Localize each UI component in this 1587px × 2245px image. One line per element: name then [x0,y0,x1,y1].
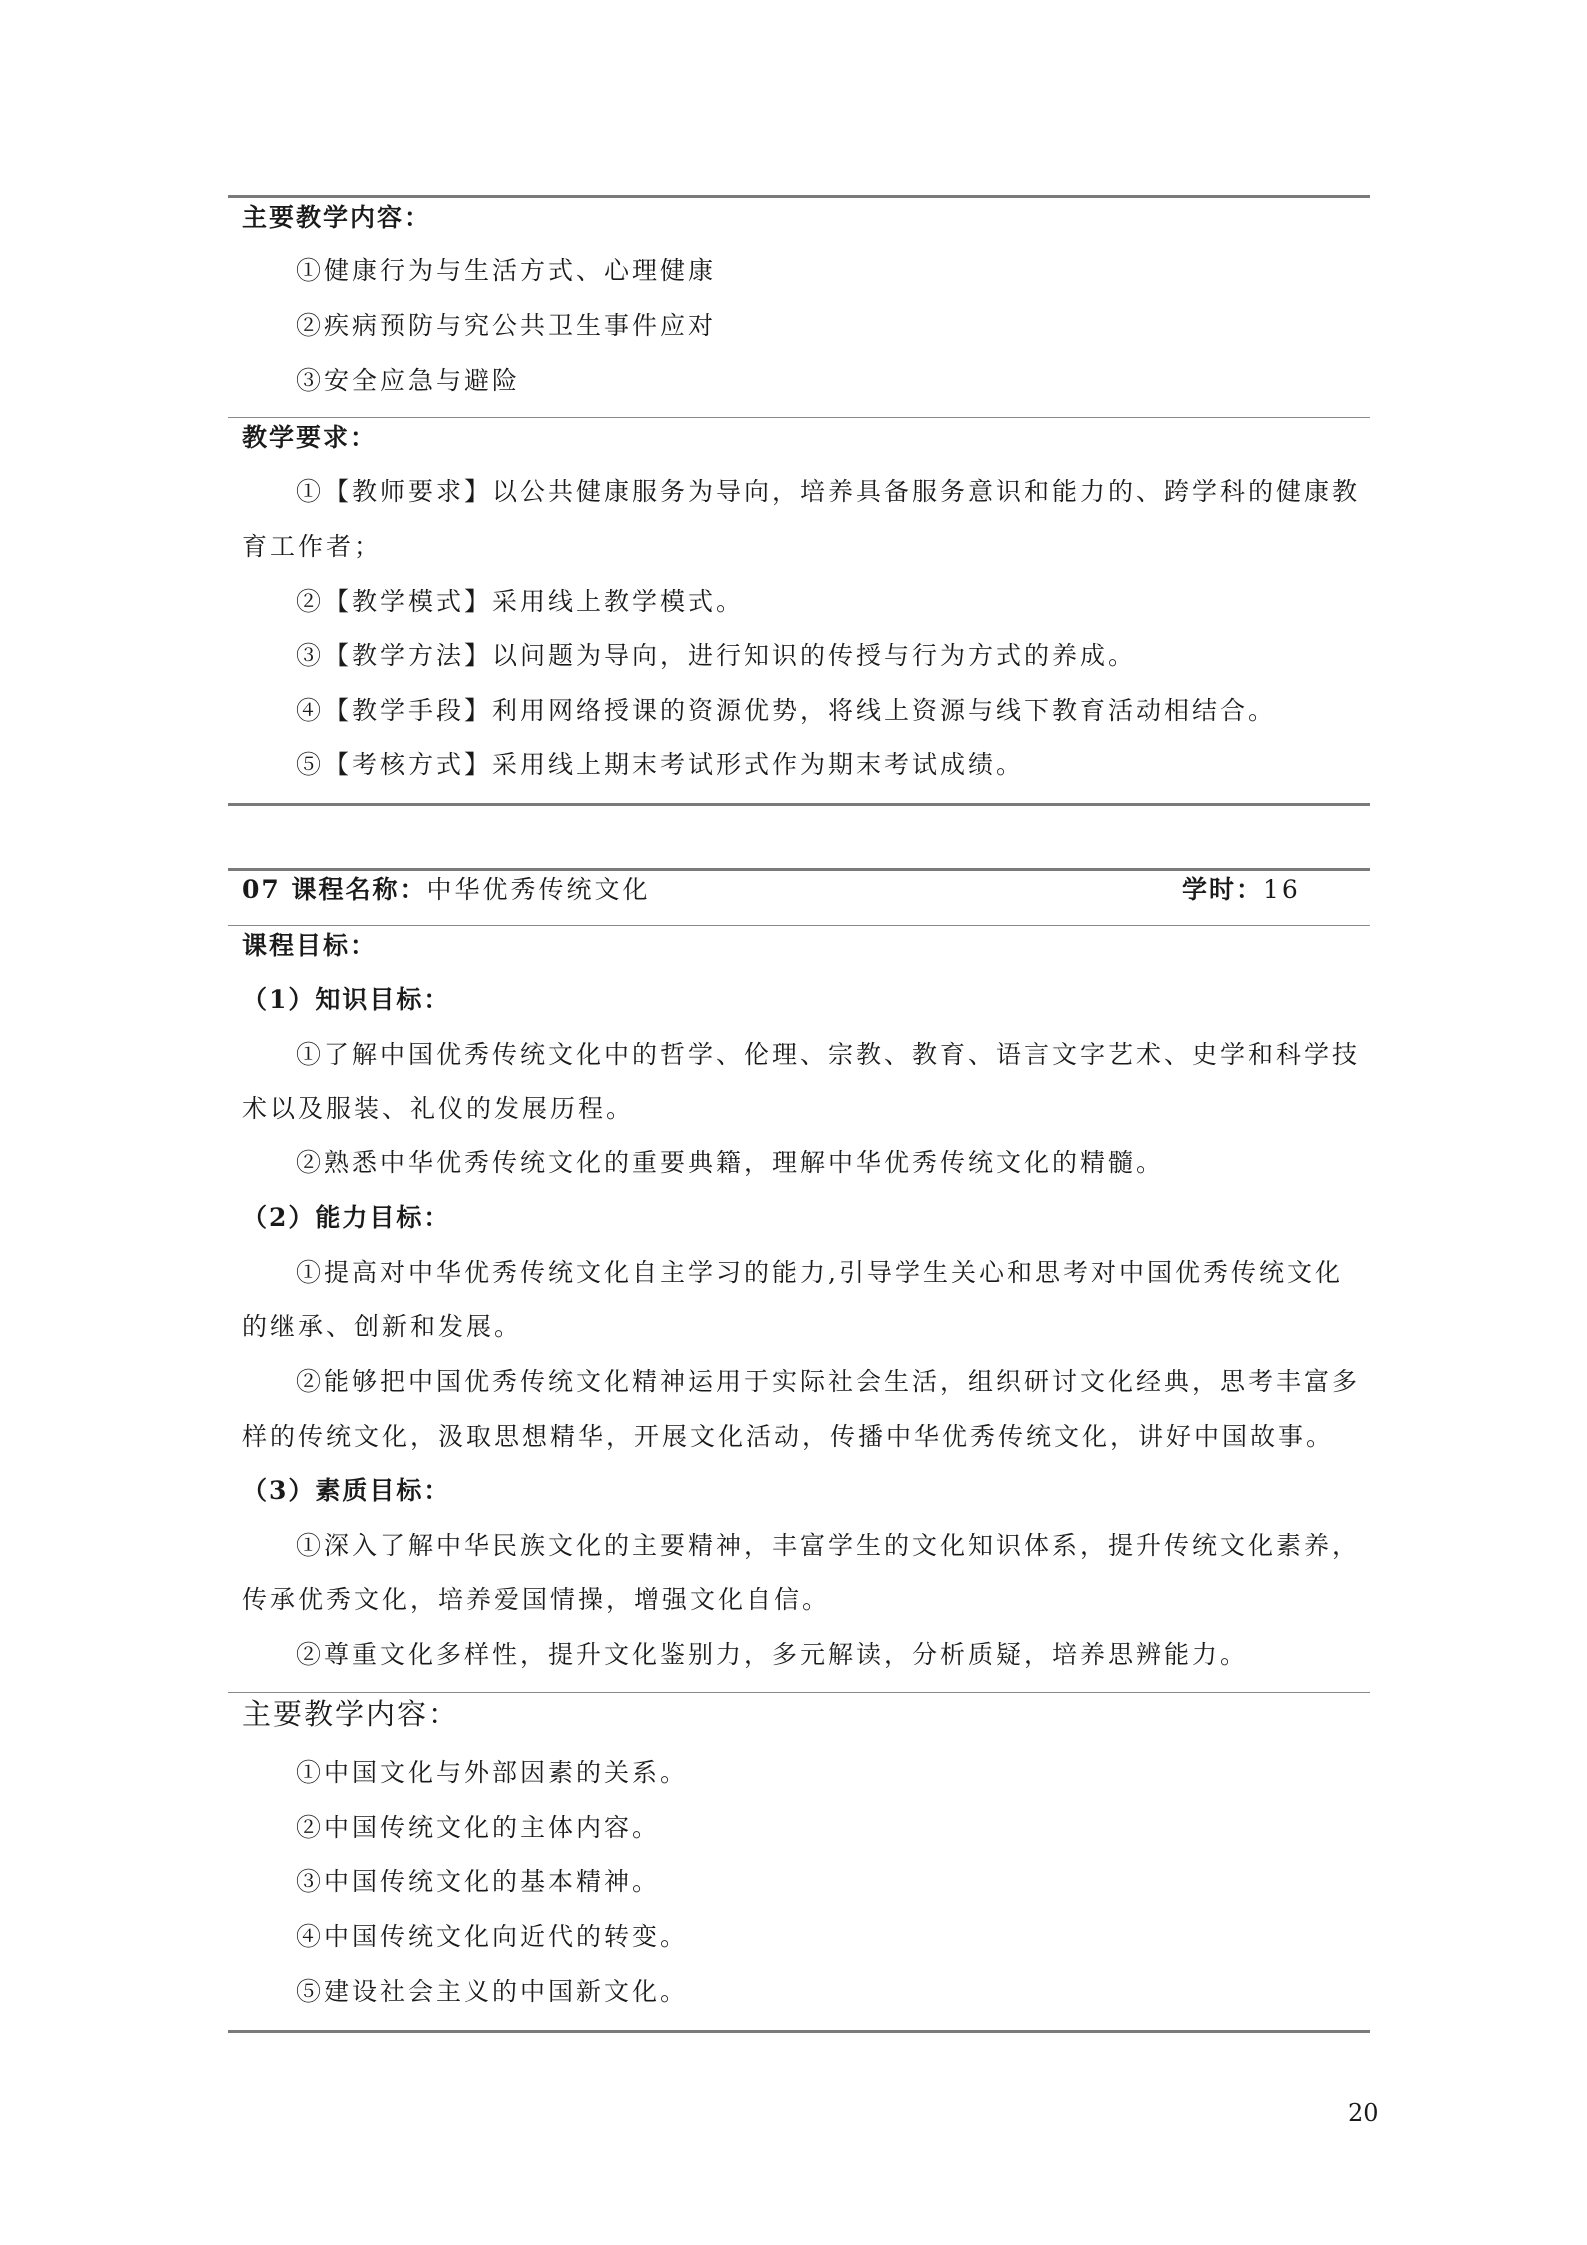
goals-heading: 课程目标： [242,931,378,960]
course-name-label: 07 课程名称： [242,875,427,904]
course-content-item: ①中国文化与外部因素的关系。 [296,1758,689,1787]
section-divider [228,1692,1370,1693]
section-divider [228,925,1370,926]
course-hours-label: 学时： [1182,875,1264,904]
quality-line: ①深入了解中华民族文化的主要精神，丰富学生的文化知识体系，提升传统文化素养， [296,1531,1361,1560]
section-divider [228,417,1370,418]
ability-heading: （2）能力目标： [242,1203,451,1232]
course-name-value: 中华优秀传统文化 [426,875,651,904]
quality-line: 传承优秀文化，培养爱国情操，增强文化自信。 [242,1585,831,1614]
knowledge-line: ②熟悉中华优秀传统文化的重要典籍，理解中华优秀传统文化的精髓。 [296,1148,1165,1177]
requirement-line: 育工作者； [242,532,383,561]
course-content-item: ⑤建设社会主义的中国新文化。 [296,1977,689,2006]
requirement-line: ④【教学手段】利用网络授课的资源优势，将线上资源与线下教育活动相结合。 [296,696,1277,725]
table-bottom-rule [228,803,1370,806]
requirement-line: ①【教师要求】以公共健康服务为导向，培养具备服务意识和能力的、跨学科的健康教 [296,477,1361,506]
ability-line: 的继承、创新和发展。 [242,1312,523,1341]
page-number: 20 [1348,2099,1379,2127]
course-title-row [242,872,651,908]
course-content-heading: 主要教学内容： [242,1697,460,1731]
quality-line: ②尊重文化多样性，提升文化鉴别力，多元解读，分析质疑，培养思辨能力。 [296,1640,1249,1669]
course-hours [1182,872,1301,908]
table-top-rule [228,195,1370,198]
course-content-item: ②中国传统文化的主体内容。 [296,1813,661,1842]
requirement-line: ⑤【考核方式】采用线上期末考试形式作为期末考试成绩。 [296,750,1025,779]
content-item: ①健康行为与生活方式、心理健康 [296,256,717,285]
requirements-heading: 教学要求： [242,423,378,452]
knowledge-line: ①了解中国优秀传统文化中的哲学、伦理、宗教、教育、语言文字艺术、史学和科学技 [296,1040,1361,1069]
course-top-rule [228,868,1370,871]
ability-line: ②能够把中国优秀传统文化精神运用于实际社会生活，组织研讨文化经典，思考丰富多 [296,1367,1361,1396]
quality-heading: （3）素质目标： [242,1476,451,1505]
content-heading: 主要教学内容： [242,203,432,232]
course-hours-value: 16 [1263,875,1301,904]
content-item: ③安全应急与避险 [296,366,521,395]
requirement-line: ③【教学方法】以问题为导向，进行知识的传授与行为方式的养成。 [296,641,1137,670]
ability-line: 样的传统文化，汲取思想精华，开展文化活动，传播中华优秀传统文化，讲好中国故事。 [242,1422,1335,1451]
knowledge-line: 术以及服装、礼仪的发展历程。 [242,1094,635,1123]
course-bottom-rule [228,2030,1370,2033]
ability-line: ①提高对中华优秀传统文化自主学习的能力,引导学生关心和思考对中国优秀传统文化 [296,1258,1343,1287]
content-item: ②疾病预防与究公共卫生事件应对 [296,311,717,340]
requirement-line: ②【教学模式】采用线上教学模式。 [296,587,745,616]
course-content-item: ③中国传统文化的基本精神。 [296,1867,661,1896]
course-content-item: ④中国传统文化向近代的转变。 [296,1922,689,1951]
knowledge-heading: （1）知识目标： [242,985,451,1014]
